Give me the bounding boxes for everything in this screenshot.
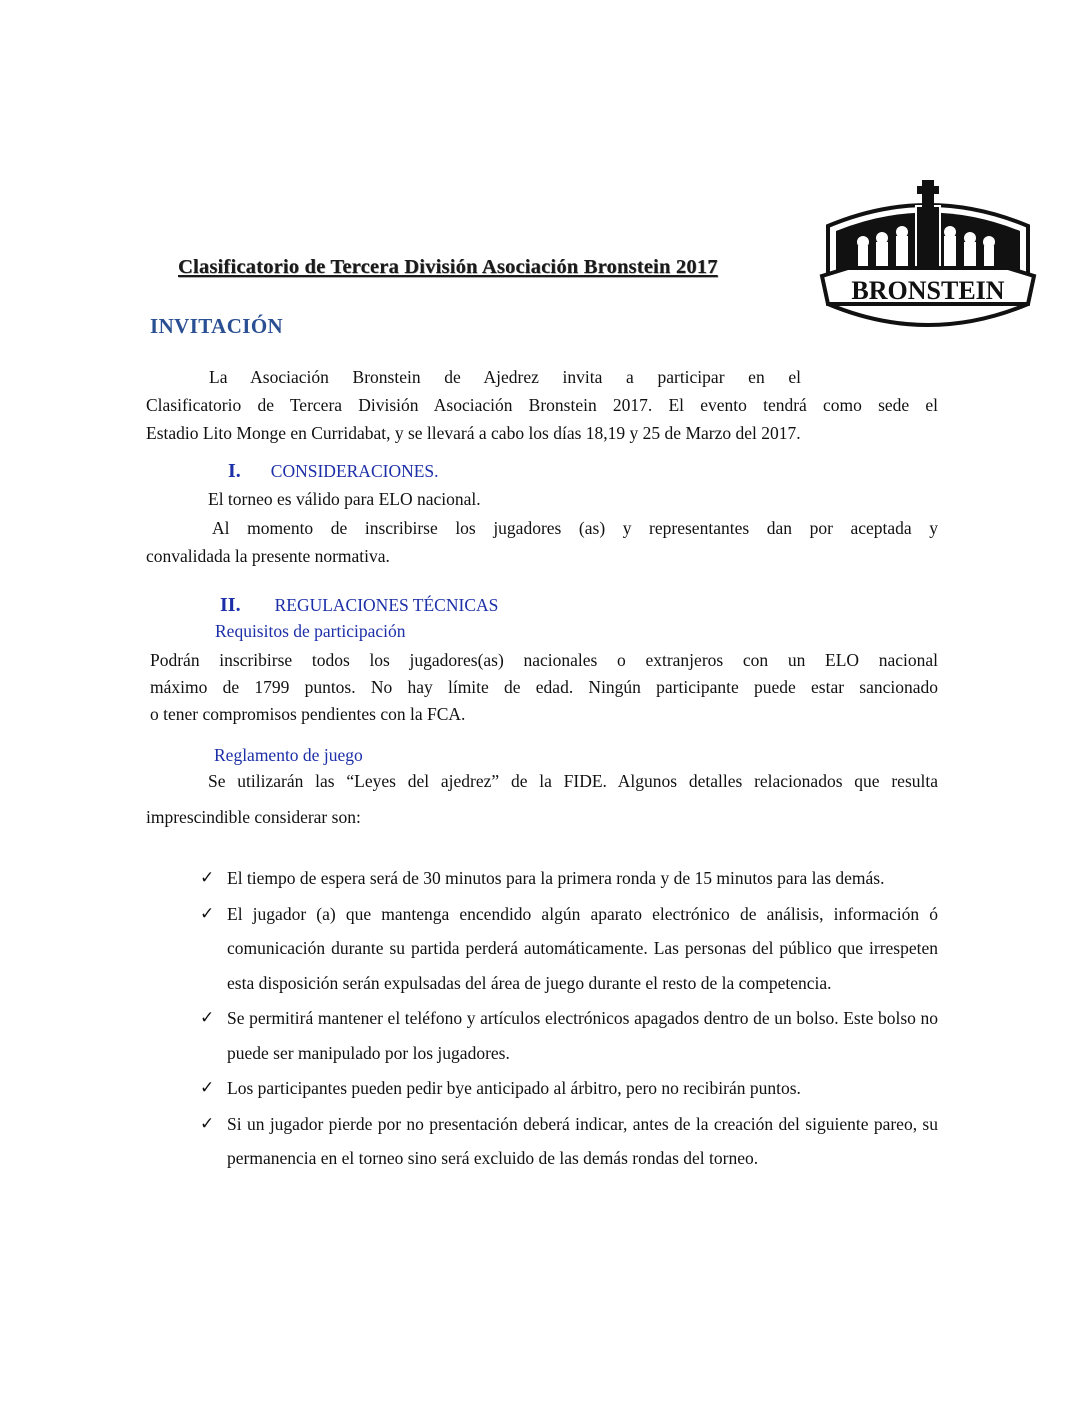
- section-1-heading: [228, 460, 439, 483]
- subheading-requirements: Requisitos de participación: [215, 621, 406, 641]
- intro-paragraph: [146, 363, 938, 447]
- bronstein-chess-logo: [818, 176, 1038, 336]
- requirements-line: Podrán inscribirse todos los jugadores(as) nacionales o extranjeros con un ELO nacional: [150, 650, 938, 670]
- check-icon: ✓: [200, 1113, 215, 1134]
- check-icon: ✓: [200, 1078, 215, 1098]
- section-2-heading: [220, 594, 498, 617]
- check-icon: ✓: [200, 903, 215, 924]
- checklist-item-text: Se permitirá mantener el teléfono y artículos electrónicos apagados dentro de un bolso. Este bolso no puede ser manipulado por los jugadores.: [227, 1008, 938, 1063]
- checklist-item-text: Si un jugador pierde por no presentación deberá indicar, antes de la creación del siguiente pareo, su permanencia en el torneo sino será excluido de las demás rondas del torneo.: [227, 1113, 938, 1168]
- subheading-rules: Reglamento de juego: [214, 745, 363, 765]
- intro-line: Estadio Lito Monge en Curridabat, y se llevará a cabo los días 18,19 y 25 de Marzo del 2017.: [146, 423, 801, 443]
- section-title: REGULACIONES TÉCNICAS: [274, 595, 499, 615]
- section-1-line: convalidada la presente normativa.: [146, 546, 390, 566]
- invitation-heading: INVITACIÓN: [150, 314, 284, 338]
- section-1-text: El torneo es válido para ELO nacional.: [208, 489, 481, 509]
- rules-line: Se utilizarán las “Leyes del ajedrez” de la FIDE. Algunos detalles relacionados que resulta: [208, 771, 938, 791]
- section-1-paragraph: [146, 514, 938, 570]
- checklist-item-text: El tiempo de espera será de 30 minutos para la primera ronda y de 15 minutos para las demás.: [227, 868, 885, 888]
- checklist-item: [200, 897, 938, 1001]
- section-number: II.: [220, 594, 241, 616]
- requirements-line: o tener compromisos pendientes con la FCA.: [150, 704, 466, 724]
- section-number: I.: [228, 460, 241, 482]
- checklist-item: [200, 1001, 938, 1070]
- checklist-item: [200, 1107, 938, 1176]
- checklist-item-text: El jugador (a) que mantenga encendido algún aparato electrónico de análisis, información ó comunicación durante su partida perderá automáticamente. Las personas del público que irrespeten esta disposición serán expulsadas del área de juego durante el resto de la competencia.: [227, 903, 938, 993]
- section-1-line: Al momento de inscribirse los jugadores (as) y representantes dan por aceptada y: [212, 518, 938, 538]
- checklist-item: [200, 861, 938, 896]
- checklist-item-text: Los participantes pueden pedir bye anticipado al árbitro, pero no recibirán puntos.: [227, 1078, 801, 1098]
- document-title: Clasificatorio de Tercera División Asociación Bronstein 2017: [178, 256, 718, 278]
- rules-checklist: [200, 861, 938, 1177]
- intro-line: La Asociación Bronstein de Ajedrez invita a participar en el: [209, 367, 801, 387]
- check-icon: ✓: [200, 1008, 215, 1028]
- intro-line: Clasificatorio de Tercera División Asociación Bronstein 2017. El evento tendrá como sede el: [146, 395, 938, 415]
- section-title: CONSIDERACIONES.: [270, 461, 439, 481]
- logo-text: BRONSTEIN: [851, 276, 1005, 305]
- checklist-item: [200, 1071, 938, 1106]
- requirements-paragraph: [150, 647, 938, 728]
- rules-line: imprescindible considerar son:: [146, 807, 361, 827]
- requirements-line: máximo de 1799 puntos. No hay límite de edad. Ningún participante puede estar sancionado: [150, 677, 938, 697]
- check-icon: ✓: [200, 868, 215, 888]
